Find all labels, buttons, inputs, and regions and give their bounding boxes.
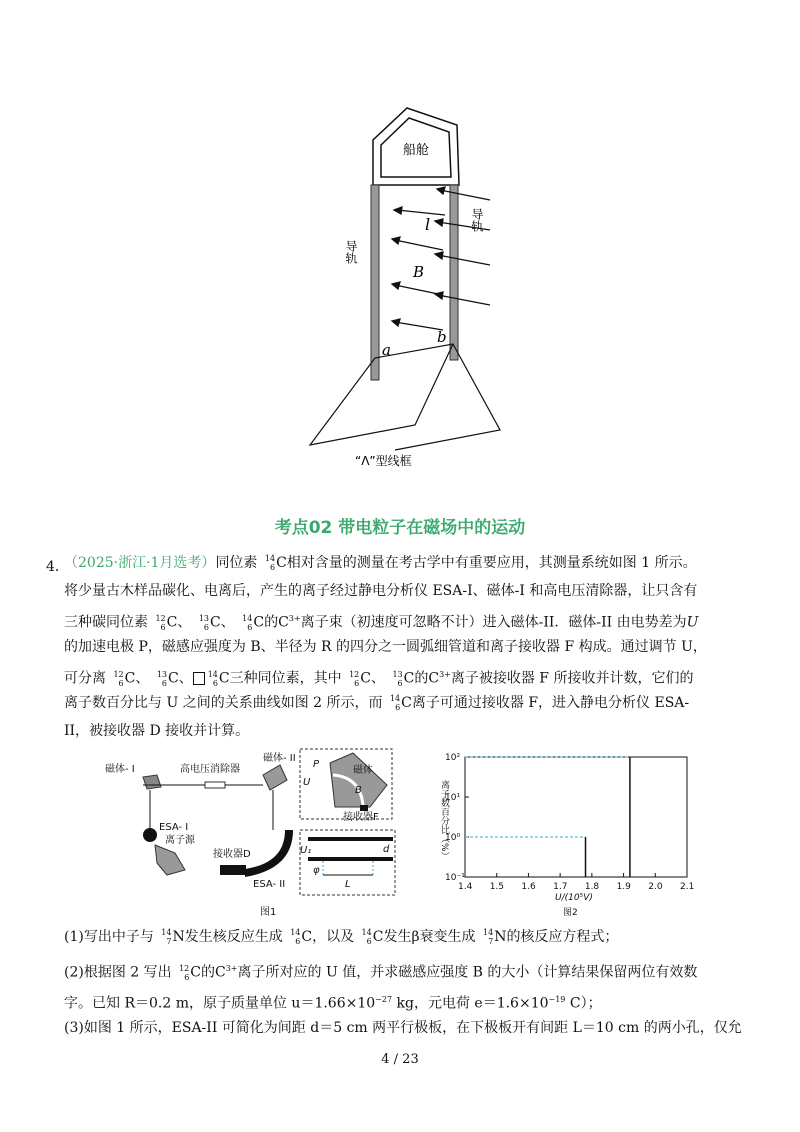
inset-u-label: U xyxy=(303,777,311,788)
symbol: C xyxy=(124,670,136,687)
symbol: N xyxy=(494,929,507,945)
text: 的核反应方程式； xyxy=(506,929,619,945)
text: (1)写出中子与 xyxy=(64,929,154,945)
nuclide-c14: 14 6 xyxy=(264,554,276,572)
symbol-U: U xyxy=(686,614,699,631)
label-B: B xyxy=(413,263,425,281)
cabin-label: 船舱 xyxy=(403,143,430,158)
plate-d-label: d xyxy=(383,844,390,855)
question-line-5: 可分离 12 6 C、 13 6 C、 14 6 C三种同位素，其中 12 6 C、 13 6 C的$C^{3+}$离子被接收器 F 所接收并计数，它们的 xyxy=(64,669,694,688)
text: 离子可通过接收器 F，进入静电分析仪 ESA- xyxy=(411,695,690,711)
subquestion-2: (2)根据图 2 写出 12 6 C的$C^{3+}$离子所对应的 U 值，并求磁感应强度 B 的大小（计算结果保留两位有效数 xyxy=(64,963,698,982)
text: 同位素 xyxy=(215,555,258,571)
charge: 3+ xyxy=(225,964,238,973)
x-ticks xyxy=(458,873,694,892)
esa2-label: ESA- II xyxy=(253,879,286,890)
x-axis-label: U/(10⁵V) xyxy=(555,893,593,903)
rail-frame-figure xyxy=(285,90,545,470)
figure2-caption: 图2 xyxy=(563,908,578,918)
question-source: （2025·浙江·1月选考） xyxy=(64,555,216,571)
symbol: C xyxy=(253,614,265,631)
x-tick-label: 2.0 xyxy=(648,882,663,892)
nuclide-c13: 13 6 xyxy=(392,669,403,688)
plate-phi-label: φ xyxy=(313,865,320,876)
label-a: a xyxy=(382,341,391,359)
symbol: C xyxy=(168,670,179,687)
chart-series xyxy=(465,757,630,877)
magnet1-label: 磁体- I xyxy=(105,764,135,775)
subquestion-1 xyxy=(64,923,754,951)
symbol: C xyxy=(218,670,230,687)
x-tick-label: 1.4 xyxy=(458,882,473,892)
nuclide-c14: 14 6 xyxy=(290,928,301,946)
frame-caption: “Λ”型线框 xyxy=(355,454,412,468)
missing-char-box xyxy=(193,672,205,685)
nuclide-c12: 12 6 xyxy=(155,613,166,632)
plate-l-label: L xyxy=(345,879,351,890)
symbol: C xyxy=(276,555,287,571)
figures-1-2 xyxy=(95,745,695,920)
rail-right-label: 导轨 xyxy=(470,208,484,232)
nuclide-n14: 14 7 xyxy=(161,928,172,946)
figure-1 xyxy=(105,749,395,918)
exponent: −27 xyxy=(375,995,393,1004)
figure-2 xyxy=(439,753,694,918)
y-axis-label: 离子数百分比（%） xyxy=(439,780,449,861)
symbol: C xyxy=(372,929,384,945)
question-line-4: 的加速电极 P，磁感应强度为 B、半径为 R 的四分之一圆弧细管道和离子接收器 F 构成。通过调节 U， xyxy=(64,639,707,655)
charge: 3+ xyxy=(288,614,301,623)
text: (2)根据图 2 写出 xyxy=(64,964,172,981)
text: 三种碳同位素 xyxy=(64,614,148,631)
figure1-caption: 图1 xyxy=(260,907,277,918)
text: 发生β衰变生成 xyxy=(383,929,476,945)
y-tick-label: 10⁰ xyxy=(445,833,461,843)
symbol: N xyxy=(172,929,185,945)
text: kg，元电荷 e＝1.6×10 xyxy=(392,995,549,1012)
inset-receiver-label: 接收器F xyxy=(343,812,379,823)
nuclide-c14: 14 6 xyxy=(242,613,253,632)
text: 相对含量的测量在考古学中有重要应用，其测量系统如图 1 所示。 xyxy=(286,555,697,571)
nuclide-c13: 13 6 xyxy=(156,669,167,688)
x-tick-label: 2.1 xyxy=(680,882,695,892)
text: 三种同位素，其中 xyxy=(229,670,342,687)
hv-remover-label: 高电压消除器 xyxy=(180,764,240,775)
charge: 3+ xyxy=(439,670,451,679)
text: 字。已知 R＝0.2 m，原子质量单位 u＝1.66×10 xyxy=(64,995,376,1012)
receiver-d-label: 接收器D xyxy=(213,849,251,860)
x-tick-label: 1.8 xyxy=(584,882,600,892)
y-tick-label: 10² xyxy=(445,753,461,763)
text: 离子数百分比与 U 之间的关系曲线如图 2 所示，而 xyxy=(64,695,383,711)
exponent: −19 xyxy=(548,995,566,1004)
question-line-7: II，被接收器 D 接收并计算。 xyxy=(64,723,250,739)
text: 离子被接收器 F 所接收并计数，它们的 xyxy=(450,670,694,687)
page-number: 4 / 23 xyxy=(381,1052,419,1067)
x-tick-label: 1.6 xyxy=(521,882,536,892)
nuclide-c14: 14 6 xyxy=(361,928,372,946)
question-line-2: 将少量古木样品碳化、电离后，产生的离子经过静电分析仪 ESA-I、磁体-I 和高电压清除器，让只含有 xyxy=(64,583,698,599)
nuclide-n14: 14 7 xyxy=(483,928,494,946)
symbol: C xyxy=(301,929,313,945)
inset-magnet-label: 磁体 xyxy=(353,765,373,776)
label-b: b xyxy=(437,328,447,346)
text: 离子所对应的 U 值，并求磁感应强度 B 的大小（计算结果保留两位有效数 xyxy=(237,964,698,981)
nuclide-c14: 14 6 xyxy=(207,669,218,688)
ion-source-label: 离子源 xyxy=(165,835,195,846)
x-tick-label: 1.7 xyxy=(553,882,568,892)
symbol: C xyxy=(401,695,412,711)
subquestion-3: (3)如图 1 所示，ESA-II 可简化为间距 d＝5 cm 两平行极板，在下极板开有间距 L＝10 cm 的两小孔，仅允 xyxy=(64,1020,742,1036)
label-l: l xyxy=(425,215,431,234)
text: 离子束（初速度可忽略不计）进入磁体-II．磁体-II 由电势差为 xyxy=(300,614,687,631)
question-line-6 xyxy=(64,689,754,717)
symbol: C xyxy=(190,964,201,981)
nuclide-c12: 12 6 xyxy=(179,963,190,982)
x-tick-label: 1.9 xyxy=(616,882,631,892)
symbol: C xyxy=(210,614,221,631)
symbol: C xyxy=(403,670,415,687)
esa1-label: ESA- I xyxy=(159,822,189,833)
section-heading: 考点02 带电粒子在磁场中的运动 xyxy=(274,518,526,538)
inset-b-label: B xyxy=(355,785,362,796)
question-line-3: 三种碳同位素 12 6 C、 13 6 C、 14 6 C的$C^{3+}$离子束（初速度可忽略不计）进入磁体-II．磁体-II 由电势差为U xyxy=(64,613,699,632)
symbol: C xyxy=(166,614,178,631)
text: C）； xyxy=(565,995,602,1012)
plate-u1-label: U₁ xyxy=(300,845,312,856)
nuclide-c12: 12 6 xyxy=(349,669,360,688)
nuclide-c12: 12 6 xyxy=(113,669,124,688)
text: 可分离 xyxy=(64,670,106,687)
y-tick-label: 10⁻¹ xyxy=(445,873,465,883)
text: ，以及 xyxy=(312,929,355,945)
nuclide-c14: 14 6 xyxy=(389,694,401,712)
inset-p-label: P xyxy=(313,759,320,770)
x-tick-label: 1.5 xyxy=(489,882,505,892)
text: 发生核反应生成 xyxy=(184,929,283,945)
y-tick-label: 10¹ xyxy=(445,793,461,803)
question-number: 4． xyxy=(46,559,69,575)
rail-left-label: 导轨 xyxy=(344,240,358,264)
symbol: C xyxy=(360,670,371,687)
question-line-1 xyxy=(64,549,754,577)
magnet2-label: 磁体- II xyxy=(263,753,296,764)
nuclide-c13: 13 6 xyxy=(198,613,209,632)
